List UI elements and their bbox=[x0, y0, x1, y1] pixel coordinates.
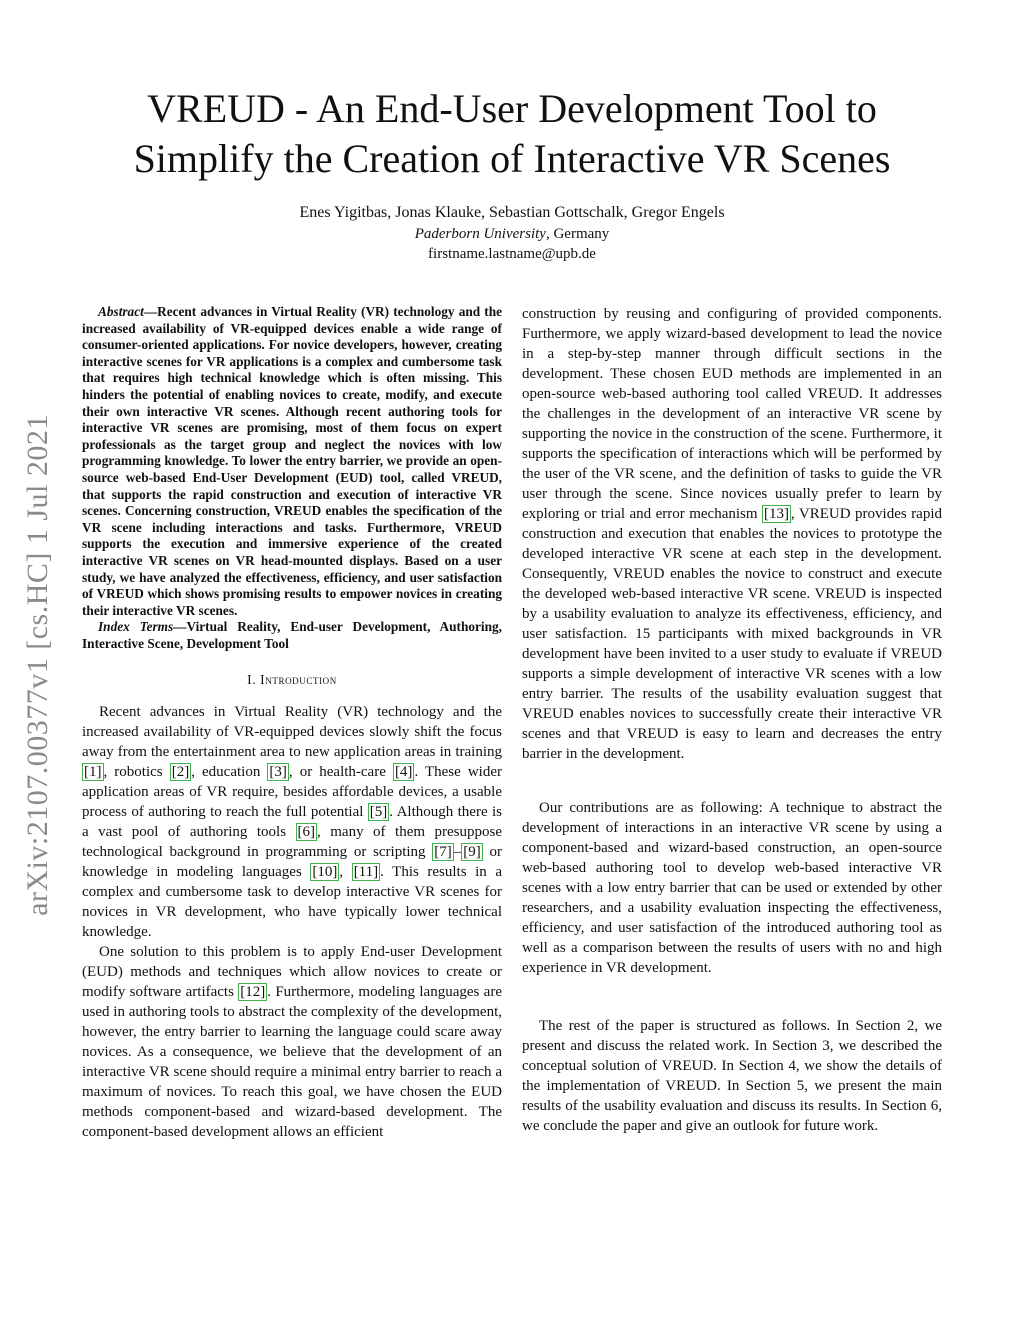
citation-link[interactable]: [4] bbox=[394, 764, 413, 781]
paragraph-text: , bbox=[339, 864, 352, 881]
arxiv-stamp-text: arXiv:2107.00377v1 [cs.HC] 1 Jul 2021 bbox=[21, 414, 55, 916]
paragraph-text: . Furthermore, modeling languages are used in authoring tools to abstract the complexity of the development, however, the entry barrier to learning the language could scare away novices. As a consequence, we believe that the development of an interactive VR scene should require a minimal entry barrier to reach a maximum of novices. To reach this goal, we have chosen the EUD methods component-based and wizard-based development. The component-based development allows an efficient bbox=[82, 984, 502, 1141]
citation-link[interactable]: [1] bbox=[84, 764, 102, 781]
structure-paragraph: The rest of the paper is structured as follows. In Section 2, we present and discuss the related work. In Section 3, we described the conceptual solution of VREUD. In Section 4, we show the details of the implementation of VREUD. In Section 5, we present the main results of the usability evaluation and discuss its results. In Section 6, we conclude the paper and give an outlook for future work. bbox=[522, 1018, 942, 1134]
paragraph-text: , education bbox=[191, 764, 268, 781]
citation-link[interactable]: [13] bbox=[764, 506, 789, 522]
paragraph-spacer bbox=[522, 978, 942, 1016]
index-terms bbox=[82, 619, 502, 652]
paper-title bbox=[90, 84, 934, 184]
citation-link[interactable]: [6] bbox=[297, 824, 316, 841]
paragraph-text: . These wider application areas of VR require, besides affordable devices, a usable process of authoring to reach the full potential bbox=[82, 764, 503, 821]
paragraph-text: construction by reusing and configuring of provided components. Furthermore, we apply wizard-based development to lead the novice in a step-by-step manner through difficult sections in the development. These chosen EUD methods are implemented in an open-source web-based authoring tool called VREUD. It addresses the challenges in the development of an interactive VR scene by supporting the novice in the construction of the scene. Furthermore, it supports the specification of interactions which will be performed by the user of the VR scene, and the definition of tasks to guide the VR user through the scene. Since novices usually prefer to learn by exploring or trial and error mechanism bbox=[522, 306, 942, 522]
citation-link[interactable]: [2] bbox=[171, 764, 190, 781]
paragraph-text: . Although there is a vast pool of authoring tools bbox=[82, 804, 502, 841]
paragraph-text: – bbox=[453, 844, 462, 861]
paragraph-text: , many of them presuppose technological background in programming or scripting bbox=[82, 824, 502, 861]
abstract-body: —Recent advances in Virtual Reality (VR) technology and the increased availability of VR-equipped devices enable a wide range of consumer-oriented applications. For novice developers, however, creating interactive scenes for VR applications is a complex and cumbersome task that requires high technical knowledge which is often missing. This hinders the potential of enabling novices to create, modify, and execute their own interactive VR scenes. Although recent authoring tools for interactive VR scenes are promising, most of them focus on expert professionals as the target group and neglect the novices with low programming knowledge. To lower the entry barrier, we provide an open-source web-based End-User Development (EUD) tool, called VREUD, that supports the rapid construction and execution of interactive VR scenes. Concerning construction, VREUD enables the specification of the VR scene including interactions and tasks. Furthermore, VREUD supports the execution and immersive experience of the created interactive VR scenes on VR head-mounted displays. Based on a user study, we have analyzed the effectiveness, efficiency, and user satisfaction of VREUD which shows promising results to empower novices in creating their interactive VR scenes. bbox=[82, 304, 502, 618]
index-terms-label: Index Terms bbox=[98, 619, 174, 635]
intro-paragraph-2 bbox=[82, 942, 502, 1142]
paragraph-text: , VREUD provides rapid construction and execution that enables the novices to prototype the developed interactive VR scene at each step in the development. Consequently, VREUD enables the novice to construct and execute the developed web-based interactive VR scene. VREUD is inspected by a usability evaluation to analyze its effectiveness, efficiency, and user satisfaction. 15 participants with mixed backgrounds in VR development have been invited to a user study to evaluate if VREUD supports a simple development of interactive VR scenes with a low entry barrier. The results of the usability evaluation suggest that VREUD enables novices to successfully create their interactive VR scenes and that VREUD is easy to learn and decreases the entry barrier in the development. bbox=[522, 506, 942, 762]
paragraph-spacer bbox=[522, 764, 942, 798]
right-column bbox=[522, 304, 942, 1136]
intro-paragraph-3 bbox=[522, 304, 942, 764]
affiliation-name: Paderborn University bbox=[414, 226, 546, 242]
affiliation bbox=[0, 224, 1024, 244]
citation-link[interactable]: [10] bbox=[312, 864, 338, 881]
citation-link[interactable]: [11] bbox=[353, 864, 379, 881]
arxiv-identifier-stamp bbox=[18, 375, 58, 955]
contributions-paragraph: Our contributions are as following: A technique to abstract the development of interactions in an interactive VR scene by using a component-based and wizard-based construction, an open-source web-based authoring tool to develop web-based interactive VR scenes with a low entry barrier that can be used or extended by other researchers, and a usability evaluation inspecting the effectiveness, efficiency, and user satisfaction of the introduced authoring tool as well as a comparison between the results of users with no and high experience in VR development. bbox=[522, 800, 942, 976]
intro-paragraph-1 bbox=[82, 702, 502, 942]
title-line-1: VREUD - An End-User Development Tool to bbox=[147, 86, 877, 131]
index-terms-body: —Virtual Reality, End-user Development, Authoring, Interactive Scene, Development Tool bbox=[82, 619, 502, 651]
affiliation-country: , Germany bbox=[545, 226, 610, 242]
paragraph-text: , robotics bbox=[103, 764, 170, 781]
paragraph-text: . This results in a complex and cumbersome task to develop interactive VR scenes for novices in VR development, who have typically lower technical knowledge. bbox=[82, 864, 503, 941]
citation-link[interactable]: [12] bbox=[240, 984, 266, 1001]
paragraph-text: , or health-care bbox=[288, 764, 393, 781]
citation-link[interactable]: [7] bbox=[434, 844, 452, 861]
title-line-2: Simplify the Creation of Interactive VR Scenes bbox=[133, 136, 891, 181]
section-heading-introduction: I. Introduction bbox=[247, 672, 337, 688]
author-email: firstname.lastname@upb.de bbox=[428, 246, 596, 262]
paragraph-text: One solution to this problem is to apply End-user Development (EUD) methods and techniques which allow novices to create or modify software artifacts bbox=[82, 944, 502, 1001]
left-column bbox=[82, 304, 502, 1142]
paragraph-text: or knowledge in modeling languages bbox=[82, 844, 503, 881]
paragraph-text: Recent advances in Virtual Reality (VR) technology and the increased availability of VR-equipped devices slowly shift the focus away from the entertainment area to new application areas in training bbox=[82, 704, 502, 761]
citation-link[interactable]: [9] bbox=[463, 844, 481, 861]
citation-link[interactable]: [5] bbox=[369, 804, 388, 821]
abstract-label: Abstract bbox=[98, 304, 144, 319]
author-list: Enes Yigitbas, Jonas Klauke, Sebastian Gottschalk, Gregor Engels bbox=[299, 204, 725, 221]
abstract bbox=[82, 304, 502, 619]
citation-link[interactable]: [3] bbox=[269, 764, 287, 781]
